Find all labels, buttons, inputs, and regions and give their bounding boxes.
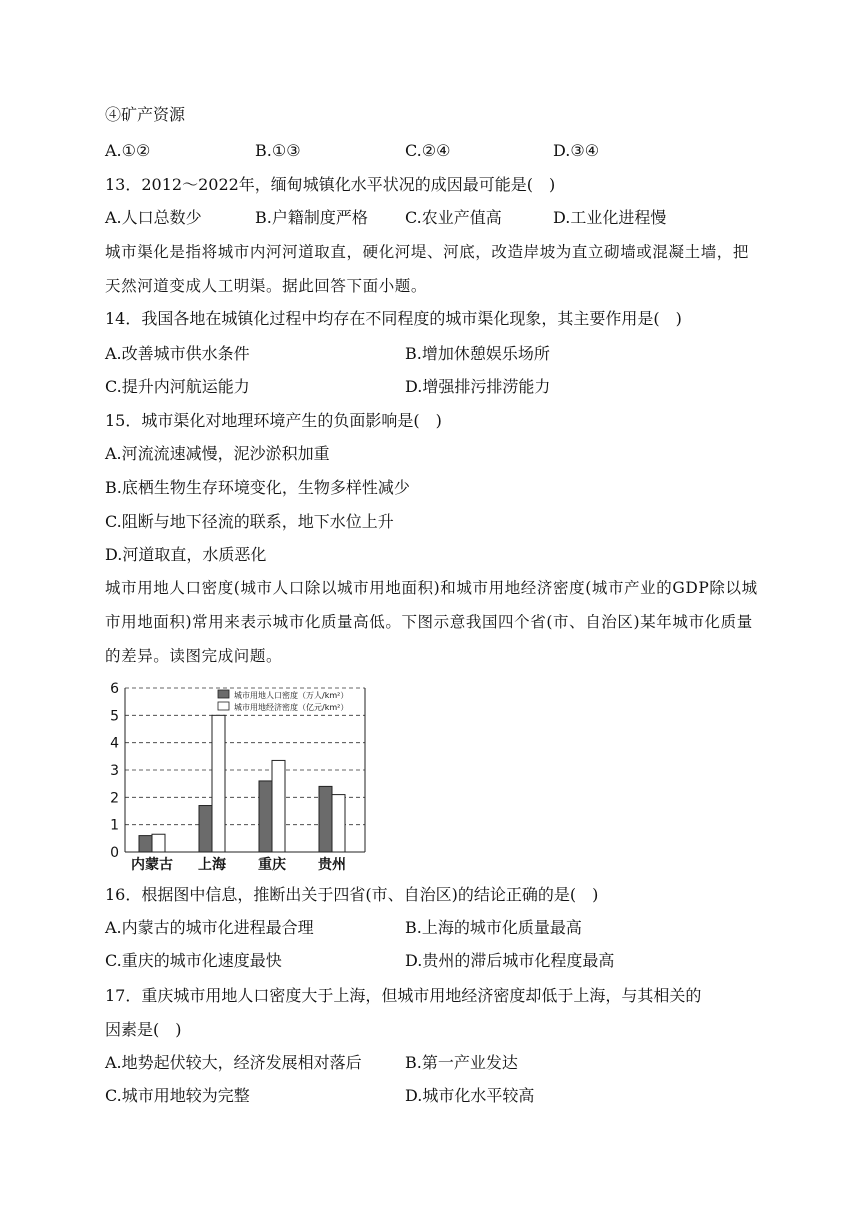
passage-urban-quality: 城市用地人口密度(城市人口除以城市用地面积)和城市用地经济密度(城市产业的GDP除以城市用地面积)常用来表示城市化质量高低。下图示意我国四个省(市、自治区)某年城市化质量的差异。读图完成问题。 — [105, 579, 758, 665]
passage-channelization: 城市渠化是指将城市内河河道取直，硬化河堤、河底，改造岸坡为直立砌墙或混凝土墙，把天然河道变成人工明渠。据此回答下面小题。 — [105, 243, 750, 295]
q14-option-a: A.改善城市供水条件 — [105, 344, 250, 363]
q12-option-c: C.②④ — [405, 141, 451, 160]
legend-swatch — [218, 690, 229, 698]
q17-stem-line2: 因素是( ) — [105, 1020, 182, 1039]
q15-option-b: B.底栖生物生存环境变化，生物多样性减少 — [105, 478, 410, 497]
bar-economic-2 — [272, 760, 285, 852]
bar-population-2 — [259, 781, 272, 852]
q12-option-a: A.①② — [105, 141, 151, 160]
x-tick-label: 重庆 — [258, 857, 286, 873]
y-tick-label: 5 — [110, 708, 119, 725]
q14-option-b: B.增加休憩娱乐场所 — [405, 344, 550, 363]
legend-swatch — [218, 702, 229, 710]
q16-option-b: B.上海的城市化质量最高 — [405, 918, 582, 937]
bar-economic-1 — [212, 715, 225, 852]
q13-option-a: A.人口总数少 — [105, 208, 202, 227]
y-tick-label: 2 — [110, 790, 119, 807]
x-tick-label: 上海 — [198, 857, 226, 873]
q13-stem: 13．2012～2022年，缅甸城镇化水平状况的成因最可能是( ) — [105, 175, 556, 194]
legend-label: 城市用地经济密度（亿元/km²） — [234, 703, 349, 712]
x-tick-label: 贵州 — [318, 857, 346, 873]
y-tick-label: 0 — [110, 845, 119, 861]
q17-option-c: C.城市用地较为完整 — [105, 1086, 250, 1105]
legend-label: 城市用地人口密度（万人/km²） — [234, 691, 349, 700]
option-line-4: ④矿产资源 — [105, 105, 186, 124]
bar-population-0 — [139, 836, 152, 852]
y-tick-label: 4 — [110, 735, 119, 752]
q13-option-d: D.工业化进程慢 — [553, 208, 667, 227]
q14-option-c: C.提升内河航运能力 — [105, 377, 250, 396]
q16-option-c: C.重庆的城市化速度最快 — [105, 951, 282, 970]
q14-stem: 14．我国各地在城镇化过程中均存在不同程度的城市渠化现象，其主要作用是( ) — [105, 309, 682, 328]
bar-population-1 — [199, 806, 212, 852]
y-tick-label: 1 — [110, 817, 119, 834]
q17-option-b: B.第一产业发达 — [405, 1053, 518, 1072]
q12-option-b: B.①③ — [255, 141, 301, 160]
urbanization-quality-chart — [100, 676, 380, 876]
q15-option-a: A.河流流速减慢，泥沙淤积加重 — [105, 444, 330, 463]
q14-option-d: D.增强排污排涝能力 — [405, 377, 551, 396]
x-tick-label: 内蒙古 — [131, 857, 173, 873]
q17-stem-line1: 17．重庆城市用地人口密度大于上海，但城市用地经济密度却低于上海，与其相关的 — [105, 986, 702, 1005]
q17-option-d: D.城市化水平较高 — [405, 1086, 535, 1105]
q13-option-b: B.户籍制度严格 — [255, 208, 368, 227]
bar-economic-0 — [152, 834, 165, 852]
bar-economic-3 — [332, 795, 345, 852]
q15-option-c: C.阻断与地下径流的联系，地下水位上升 — [105, 512, 394, 531]
q15-option-d: D.河道取直，水质恶化 — [105, 545, 267, 564]
q16-option-a: A.内蒙古的城市化进程最合理 — [105, 918, 314, 937]
q17-option-a: A.地势起伏较大，经济发展相对落后 — [105, 1053, 362, 1072]
q16-option-d: D.贵州的滞后城市化程度最高 — [405, 951, 615, 970]
y-tick-label: 3 — [110, 763, 119, 779]
q15-stem: 15．城市渠化对地理环境产生的负面影响是( ) — [105, 411, 442, 430]
y-tick-label: 6 — [110, 681, 119, 697]
q16-stem: 16．根据图中信息，推断出关于四省(市、自治区)的结论正确的是( ) — [105, 885, 599, 904]
bar-population-3 — [319, 786, 332, 852]
q12-option-d: D.③④ — [553, 141, 600, 160]
q13-option-c: C.农业产值高 — [405, 208, 502, 227]
